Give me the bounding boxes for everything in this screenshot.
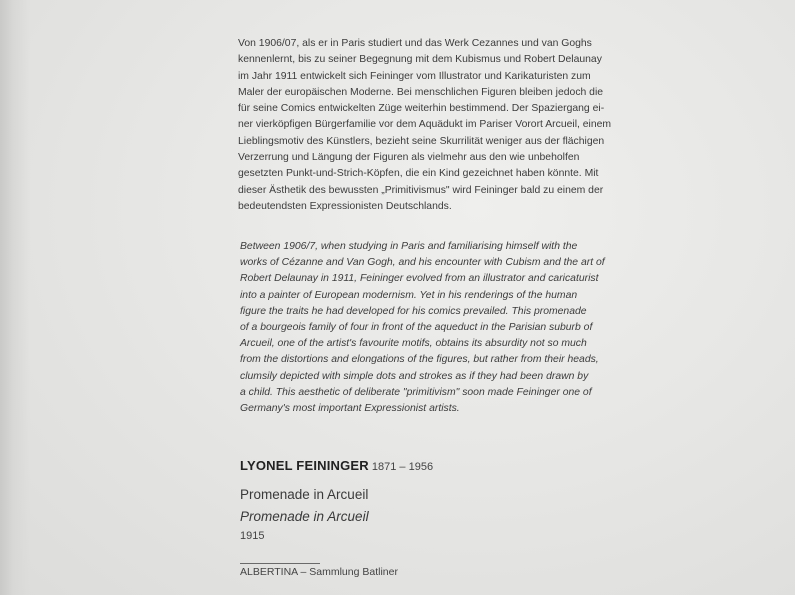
collection-credit: ALBERTINA – Sammlung Batliner [240, 566, 398, 578]
english-line: of a bourgeois family of four in front of the aqueduct in the Parisian suburb of [240, 322, 593, 334]
german-line: gesetzten Punkt-und-Strich-Köpfen, die ein Kind gezeichnet haben könnte. Mit [238, 168, 599, 180]
english-line: from the distortions and elongations of the figures, but rather from their heads, [240, 354, 599, 366]
german-line: Lieblingsmotiv des Künstlers, bezieht seine Skurrilität weniger aus der flächigen [238, 135, 605, 147]
english-line: Arcueil, one of the artist's favourite motifs, obtains its absurdity not so much [240, 338, 587, 350]
artist-name: LYONEL FEININGER [240, 458, 369, 473]
german-line: kennenlernt, bis zu seiner Begegnung mit dem Kubismus und Robert Delaunay [238, 54, 602, 66]
wall-corner-shadow [0, 0, 30, 595]
artwork-title-german: Promenade in Arcueil [240, 487, 369, 502]
german-line: Verzerrung und Längung der Figuren als vielmehr aus den wie unbeholfen [238, 152, 580, 164]
artwork-year: 1915 [240, 530, 265, 542]
english-line: Between 1906/7, when studying in Paris and familiarising himself with the [240, 241, 578, 252]
german-description [238, 36, 612, 215]
english-line: Germany's most important Expressionist artists. [240, 403, 460, 415]
german-line: dieser Ästhetik des bewussten „Primitivismus" wird Feininger bald zu einem der [238, 184, 604, 196]
english-line: Robert Delaunay in 1911, Feininger evolved from an illustrator and caricaturist [240, 273, 599, 285]
german-line: Von 1906/07, als er in Paris studiert und das Werk Cezannes und van Goghs [238, 38, 592, 49]
german-line: bedeutendsten Expressionisten Deutschlands. [238, 200, 452, 212]
german-line: im Jahr 1911 entwickelt sich Feininger vom Illustrator und Karikaturisten zum [238, 70, 591, 82]
artwork-title-english: Promenade in Arcueil [240, 509, 369, 524]
english-line: clumsily depicted with simple dots and strokes as if they had been drawn by [240, 370, 589, 382]
german-line: ner vierköpfigen Bürgerfamilie vor dem Aquädukt im Pariser Vorort Arcueil, einem [238, 119, 612, 131]
english-description [240, 239, 605, 417]
english-line: works of Cézanne and Van Gogh, and his encounter with Cubism and the art of [240, 257, 605, 269]
english-line: a child. This aesthetic of deliberate "primitivism" soon made Feininger one of [240, 386, 592, 398]
english-line: figure the traits he had developed for his comics prevailed. This promenade [240, 305, 587, 317]
german-line: Maler der europäischen Moderne. Bei menschlichen Figuren bleiben jedoch die [238, 86, 604, 98]
artist-dates: 1871 – 1956 [371, 461, 434, 473]
german-line: für seine Comics entwickelten Züge weiterhin bestimmend. Der Spaziergang ei- [238, 103, 605, 115]
divider-line [240, 563, 320, 564]
artist-heading [240, 457, 433, 476]
english-line: into a painter of European modernism. Yet in his renderings of the human [240, 289, 578, 301]
